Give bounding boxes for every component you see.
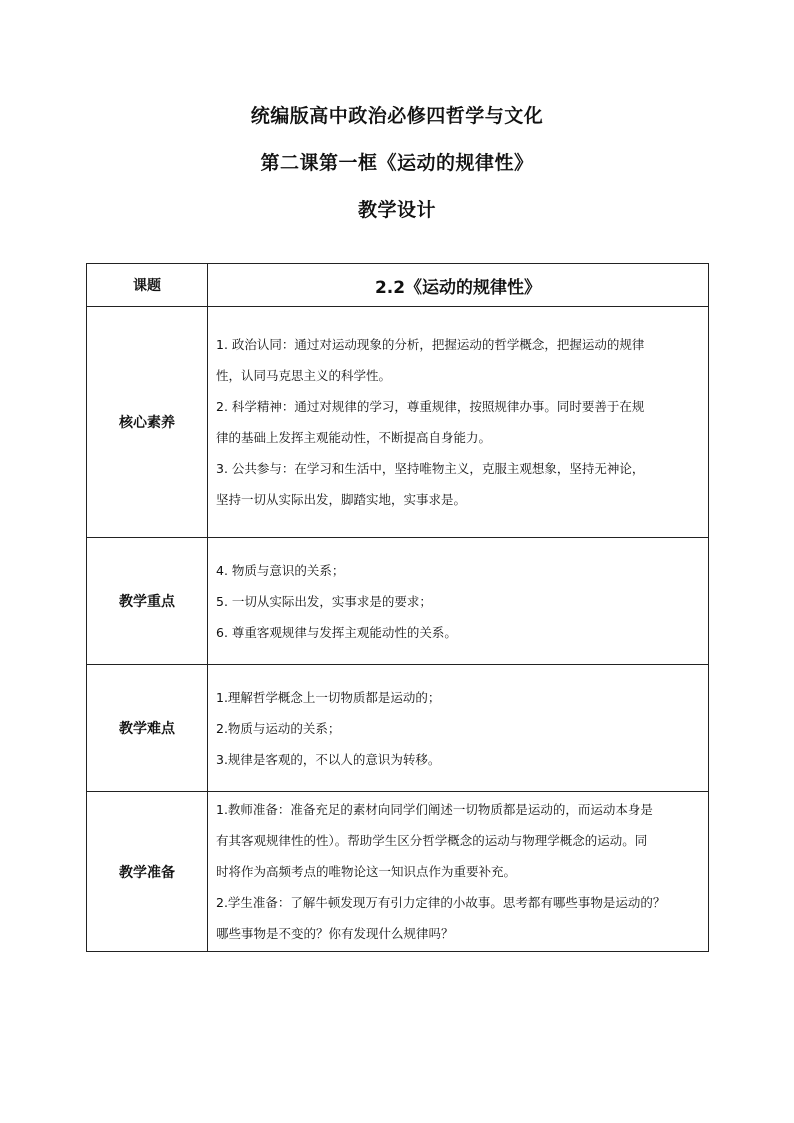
- table-row-core-literacy: [87, 307, 709, 538]
- content-line: 性，认同马克思主义的科学性。: [216, 368, 392, 383]
- doc-title: 统编版高中政治必修四哲学与文化: [250, 105, 544, 127]
- content-line: 1. 政治认同：通过对运动现象的分析，把握运动的哲学概念，把握运动的规律: [216, 337, 645, 352]
- preparation-label: 教学准备: [87, 792, 208, 952]
- content-line: 4. 物质与意识的关系；: [216, 562, 345, 578]
- content-line: 6. 尊重客观规律与发挥主观能动性的关系。: [216, 624, 457, 640]
- content-line: 有其客观规律性的性）。帮助学生区分哲学概念的运动与物理学概念的运动。同: [216, 833, 648, 848]
- core-literacy-content: [208, 307, 709, 538]
- content-line: 2.物质与运动的关系；: [216, 720, 341, 736]
- table-row-key-points: [87, 538, 709, 665]
- preparation-content: [208, 792, 709, 952]
- course-value: 2.2《运动的规律性》: [208, 264, 709, 307]
- table-row-course: [87, 264, 709, 307]
- lesson-plan-table: [86, 263, 709, 952]
- doc-subtitle: 第二课第一框《运动的规律性》: [260, 152, 534, 174]
- document-titles: [0, 104, 794, 245]
- content-line: 1.教师准备：准备充足的素材向同学们阐述一切物质都是运动的，而运动本身是: [216, 802, 653, 817]
- table-row-preparation: [87, 792, 709, 952]
- content-line: 2.学生准备：了解牛顿发现万有引力定律的小故事。思考都有哪些事物是运动的？: [216, 895, 666, 910]
- content-line: 哪些事物是不变的？你有发现什么规律吗？: [216, 926, 454, 941]
- difficulties-label: 教学难点: [87, 665, 208, 792]
- content-line: 1.理解哲学概念上一切物质都是运动的；: [216, 689, 441, 705]
- doc-heading: 教学设计: [357, 199, 436, 221]
- core-literacy-label: 核心素养: [87, 307, 208, 538]
- content-line: 3.规律是客观的，不以人的意识为转移。: [216, 751, 441, 767]
- key-points-label: 教学重点: [87, 538, 208, 665]
- content-line: 2. 科学精神：通过对规律的学习，尊重规律，按照规律办事。同时要善于在规: [216, 399, 645, 414]
- difficulties-content: [208, 665, 709, 792]
- content-line: 3. 公共参与：在学习和生活中，坚持唯物主义，克服主观想象，坚持无神论，: [216, 461, 645, 476]
- content-line: 时将作为高频考点的唯物论这一知识点作为重要补充。: [216, 864, 517, 879]
- content-line: 5. 一切从实际出发，实事求是的要求；: [216, 593, 432, 609]
- table-row-difficulties: [87, 665, 709, 792]
- key-points-content: [208, 538, 709, 665]
- course-label: 课题: [87, 264, 208, 307]
- content-line: 坚持一切从实际出发，脚踏实地，实事求是。: [216, 492, 467, 507]
- content-line: 律的基础上发挥主观能动性，不断提高自身能力。: [216, 430, 492, 445]
